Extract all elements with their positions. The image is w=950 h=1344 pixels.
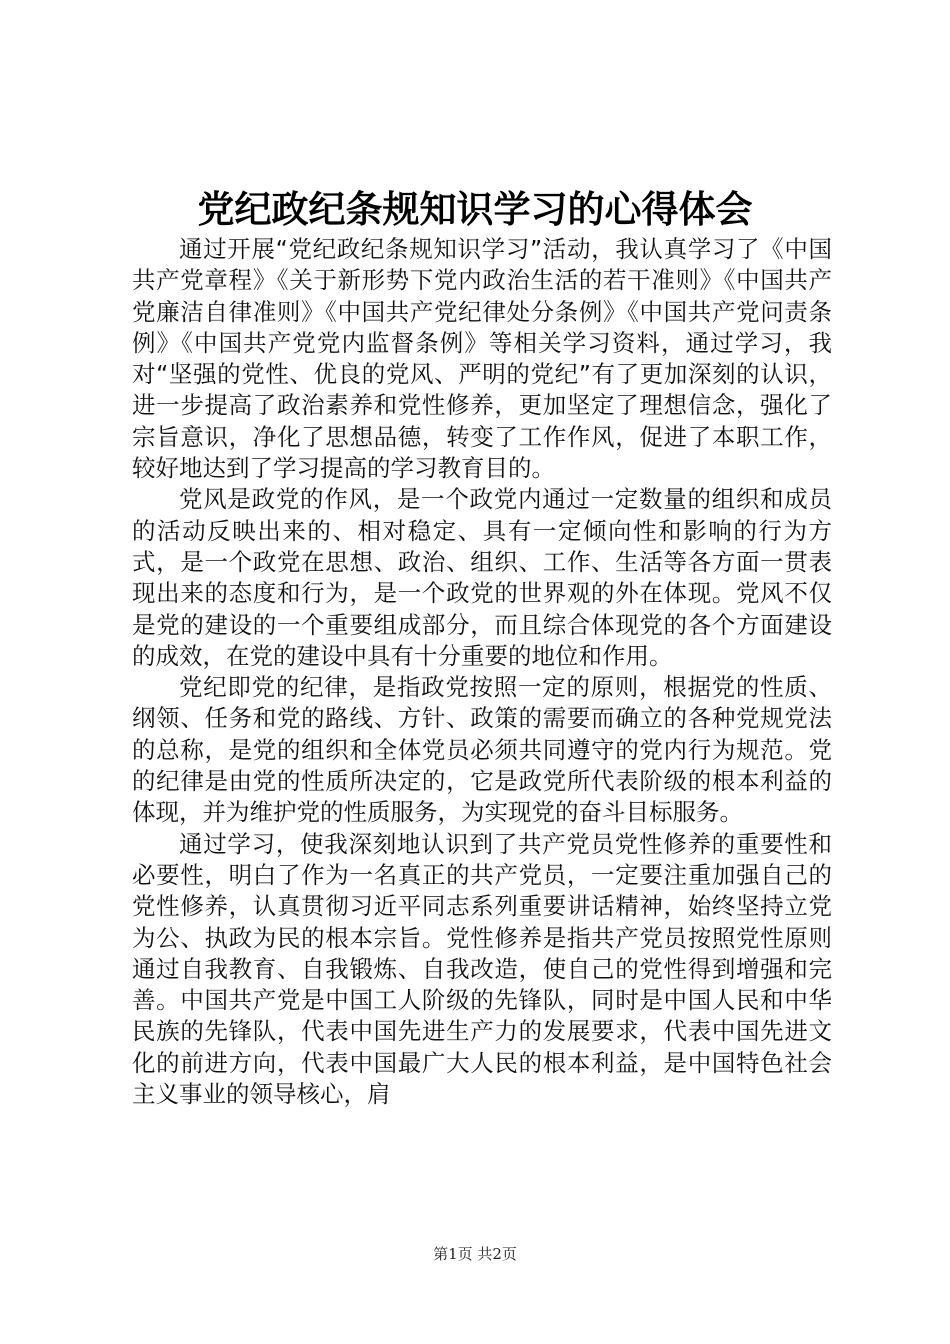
document-title: 党纪政纪条规知识学习的心得体会 xyxy=(197,187,753,231)
document-body xyxy=(132,234,832,1110)
page-footer: 第1页 共2页 xyxy=(433,1245,517,1263)
paragraph: 通过学习，使我深刻地认识到了共产党员党性修养的重要性和必要性，明白了作为一名真正的共产党员，一定要注重加强自己的党性修养，认真贯彻习近平同志系列重要讲话精神，始终坚持立党为公、执政为民的根本宗旨。党性修养是指共产党员按照党性原则通过自我教育、自我锻炼、自我改造，使自己的党性得到增强和完善。中国共产党是中国工人阶级的先锋队，同时是中国人民和中华民族的先锋队，代表中国先进生产力的发展要求，代表中国先进文化的前进方向，代表中国最广大人民的根本利益，是中国特色社会主义事业的领导核心，肩 xyxy=(132,829,832,1109)
paragraph: 党纪即党的纪律，是指政党按照一定的原则，根据党的性质、纲领、任务和党的路线、方针、政策的需要而确立的各种党规党法的总称，是党的组织和全体党员必须共同遵守的党内行为规范。党的纪律是由党的性质所决定的，它是政党所代表阶级的根本利益的体现，并为维护党的性质服务，为实现党的奋斗目标服务。 xyxy=(132,673,832,827)
paragraph: 通过开展“党纪政纪条规知识学习”活动，我认真学习了《中国共产党章程》《关于新形势下党内政治生活的若干准则》《中国共产党廉洁自律准则》《中国共产党纪律处分条例》《中国共产党问责条例》《中国共产党党内监督条例》等相关学习资料，通过学习，我对“坚强的党性、优良的党风、严明的党纪”有了更加深刻的认识，进一步提高了政治素养和党性修养，更加坚定了理想信念，强化了宗旨意识，净化了思想品德，转变了工作作风，促进了本职工作，较好地达到了学习提高的学习教育目的。 xyxy=(132,235,832,483)
paragraph: 党风是政党的作风，是一个政党内通过一定数量的组织和成员的活动反映出来的、相对稳定、具有一定倾向性和影响的行为方式，是一个政党在思想、政治、组织、工作、生活等各方面一贯表现出来的态度和行为，是一个政党的世界观的外在体现。党风不仅是党的建设的一个重要组成部分，而且综合体现党的各个方面建设的成效，在党的建设中具有十分重要的地位和作用。 xyxy=(132,485,832,670)
